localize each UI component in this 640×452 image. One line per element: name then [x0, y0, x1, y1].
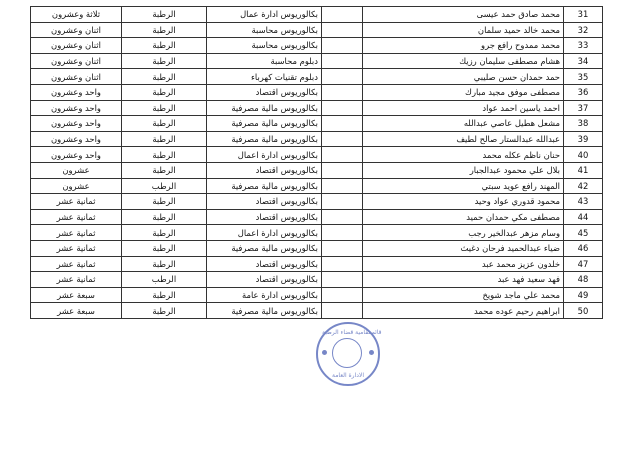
stamp-bottom-text: الادارة العامة [331, 372, 365, 379]
row-number: 39 [564, 131, 603, 147]
certificate: بكالوريوس مالية مصرفية [207, 100, 322, 116]
row-number: 46 [564, 240, 603, 256]
score: سبعة عشر [31, 287, 122, 303]
table-row [31, 225, 603, 241]
table-row [31, 7, 603, 23]
certificate: بكالوريوس ادارة اعمال [207, 147, 322, 163]
candidate-name: وسام مزهر عبدالخير رجب [363, 225, 564, 241]
residence: الرطبة [122, 100, 207, 116]
empty-cell [322, 225, 363, 241]
candidate-name: خلدون عزيز محمد عبد [363, 256, 564, 272]
row-number: 48 [564, 272, 603, 288]
certificate: بكالوريوس ادارة عمال [207, 7, 322, 23]
candidate-name: ضياء عبدالحميد فرحان دغيث [363, 240, 564, 256]
score: واحد وعشرون [31, 131, 122, 147]
residence: الرطبة [122, 116, 207, 132]
residence: الرطبة [122, 303, 207, 319]
candidate-name: المهند رافع عويد سبتي [363, 178, 564, 194]
residence: الرطبة [122, 162, 207, 178]
certificate: دبلوم تقنيات كهرباء [207, 69, 322, 85]
official-stamp [316, 322, 380, 386]
empty-cell [322, 38, 363, 54]
residence: الرطبة [122, 287, 207, 303]
candidate-name: فهد سعيد فهد عبد [363, 272, 564, 288]
residence: الرطبة [122, 69, 207, 85]
table-row [31, 147, 603, 163]
candidate-name: عبدالله عبدالستار صالح لطيف [363, 131, 564, 147]
table-row [31, 194, 603, 210]
row-number: 33 [564, 38, 603, 54]
empty-cell [322, 100, 363, 116]
candidate-name: محمد علي ماجد شويخ [363, 287, 564, 303]
certificate: بكالوريوس اقتصاد [207, 194, 322, 210]
row-number: 44 [564, 209, 603, 225]
empty-cell [322, 178, 363, 194]
row-number: 31 [564, 7, 603, 23]
empty-cell [322, 209, 363, 225]
score: واحد وعشرون [31, 116, 122, 132]
candidate-name: محمد ممدوح رافع جرو [363, 38, 564, 54]
score: اثنان وعشرون [31, 22, 122, 38]
empty-cell [322, 303, 363, 319]
certificate: بكالوريوس اقتصاد [207, 272, 322, 288]
residence: الرطبة [122, 225, 207, 241]
residence: الرطبة [122, 7, 207, 23]
row-number: 34 [564, 53, 603, 69]
table-row [31, 272, 603, 288]
empty-cell [322, 256, 363, 272]
empty-cell [322, 287, 363, 303]
score: ثمانية عشر [31, 272, 122, 288]
table-row [31, 240, 603, 256]
row-number: 50 [564, 303, 603, 319]
row-number: 40 [564, 147, 603, 163]
score: ثمانية عشر [31, 240, 122, 256]
candidate-name: هشام مصطفى سليمان رزيك [363, 53, 564, 69]
stamp-inner-ring [332, 338, 362, 368]
score: ثمانية عشر [31, 194, 122, 210]
candidate-name: محمود قدوري عواد وحيد [363, 194, 564, 210]
certificate: دبلوم محاسبة [207, 53, 322, 69]
residence: الرطب [122, 178, 207, 194]
score: ثلاثة وعشرون [31, 7, 122, 23]
table-row [31, 22, 603, 38]
empty-cell [322, 147, 363, 163]
table-row [31, 209, 603, 225]
table-row [31, 116, 603, 132]
table-row [31, 303, 603, 319]
stamp-dot [322, 350, 327, 355]
stamp-top-text: قائممقامية قضاء الرطبة [322, 329, 382, 336]
empty-cell [322, 194, 363, 210]
certificate: بكالوريوس ادارة اعمال [207, 225, 322, 241]
candidates-table-body [31, 7, 603, 319]
table-row [31, 100, 603, 116]
score: ثمانية عشر [31, 209, 122, 225]
candidate-name: مصطفى موفق مجيد مبارك [363, 84, 564, 100]
table-row [31, 131, 603, 147]
empty-cell [322, 162, 363, 178]
empty-cell [322, 131, 363, 147]
row-number: 43 [564, 194, 603, 210]
residence: الرطبة [122, 240, 207, 256]
score: ثمانية عشر [31, 256, 122, 272]
row-number: 36 [564, 84, 603, 100]
candidate-name: بلال علي محمود عبدالجبار [363, 162, 564, 178]
certificate: بكالوريوس مالية مصرفية [207, 131, 322, 147]
table-row [31, 256, 603, 272]
row-number: 49 [564, 287, 603, 303]
row-number: 38 [564, 116, 603, 132]
empty-cell [322, 53, 363, 69]
row-number: 32 [564, 22, 603, 38]
certificate: بكالوريوس مالية مصرفية [207, 303, 322, 319]
residence: الرطبة [122, 256, 207, 272]
certificate: بكالوريوس اقتصاد [207, 162, 322, 178]
candidate-name: محمد خالد حميد سلمان [363, 22, 564, 38]
candidate-name: محمد صادق حمد عيسى [363, 7, 564, 23]
certificate: بكالوريوس اقتصاد [207, 256, 322, 272]
row-number: 41 [564, 162, 603, 178]
residence: الرطبة [122, 38, 207, 54]
residence: الرطبة [122, 22, 207, 38]
row-number: 47 [564, 256, 603, 272]
residence: الرطبة [122, 194, 207, 210]
score: عشرون [31, 162, 122, 178]
empty-cell [322, 116, 363, 132]
certificate: بكالوريوس ادارة عامة [207, 287, 322, 303]
empty-cell [322, 69, 363, 85]
table-row [31, 38, 603, 54]
candidate-name: مصطفى مكي حمدان حميد [363, 209, 564, 225]
certificate: بكالوريوس محاسبة [207, 38, 322, 54]
table-row [31, 287, 603, 303]
table-row [31, 162, 603, 178]
empty-cell [322, 272, 363, 288]
candidate-name: حنان ناظم عكله محمد [363, 147, 564, 163]
score: واحد وعشرون [31, 84, 122, 100]
score: سبعة عشر [31, 303, 122, 319]
row-number: 45 [564, 225, 603, 241]
certificate: بكالوريوس محاسبة [207, 22, 322, 38]
table-row [31, 69, 603, 85]
certificate: بكالوريوس اقتصاد [207, 209, 322, 225]
table-row [31, 53, 603, 69]
table-row [31, 178, 603, 194]
candidate-name: ابراهيم رحيم عوده محمد [363, 303, 564, 319]
score: اثنان وعشرون [31, 38, 122, 54]
stamp-dot [369, 350, 374, 355]
score: واحد وعشرون [31, 100, 122, 116]
empty-cell [322, 84, 363, 100]
residence: الرطبة [122, 84, 207, 100]
row-number: 42 [564, 178, 603, 194]
empty-cell [322, 22, 363, 38]
certificate: بكالوريوس مالية مصرفية [207, 240, 322, 256]
score: عشرون [31, 178, 122, 194]
residence: الرطب [122, 272, 207, 288]
residence: الرطبة [122, 147, 207, 163]
empty-cell [322, 240, 363, 256]
certificate: بكالوريوس اقتصاد [207, 84, 322, 100]
score: اثنان وعشرون [31, 53, 122, 69]
candidate-name: مشعل هطيل عاصي عبدالله [363, 116, 564, 132]
empty-cell [322, 7, 363, 23]
row-number: 37 [564, 100, 603, 116]
candidates-table [30, 6, 603, 319]
candidate-name: حمد حمدان حسن صليبي [363, 69, 564, 85]
residence: الرطبة [122, 131, 207, 147]
score: اثنان وعشرون [31, 69, 122, 85]
certificate: بكالوريوس مالية مصرفية [207, 116, 322, 132]
residence: الرطبة [122, 53, 207, 69]
certificate: بكالوريوس مالية مصرفية [207, 178, 322, 194]
residence: الرطبة [122, 209, 207, 225]
candidate-name: احمد ياسين احمد عواد [363, 100, 564, 116]
table-row [31, 84, 603, 100]
score: ثمانية عشر [31, 225, 122, 241]
score: واحد وعشرون [31, 147, 122, 163]
row-number: 35 [564, 69, 603, 85]
